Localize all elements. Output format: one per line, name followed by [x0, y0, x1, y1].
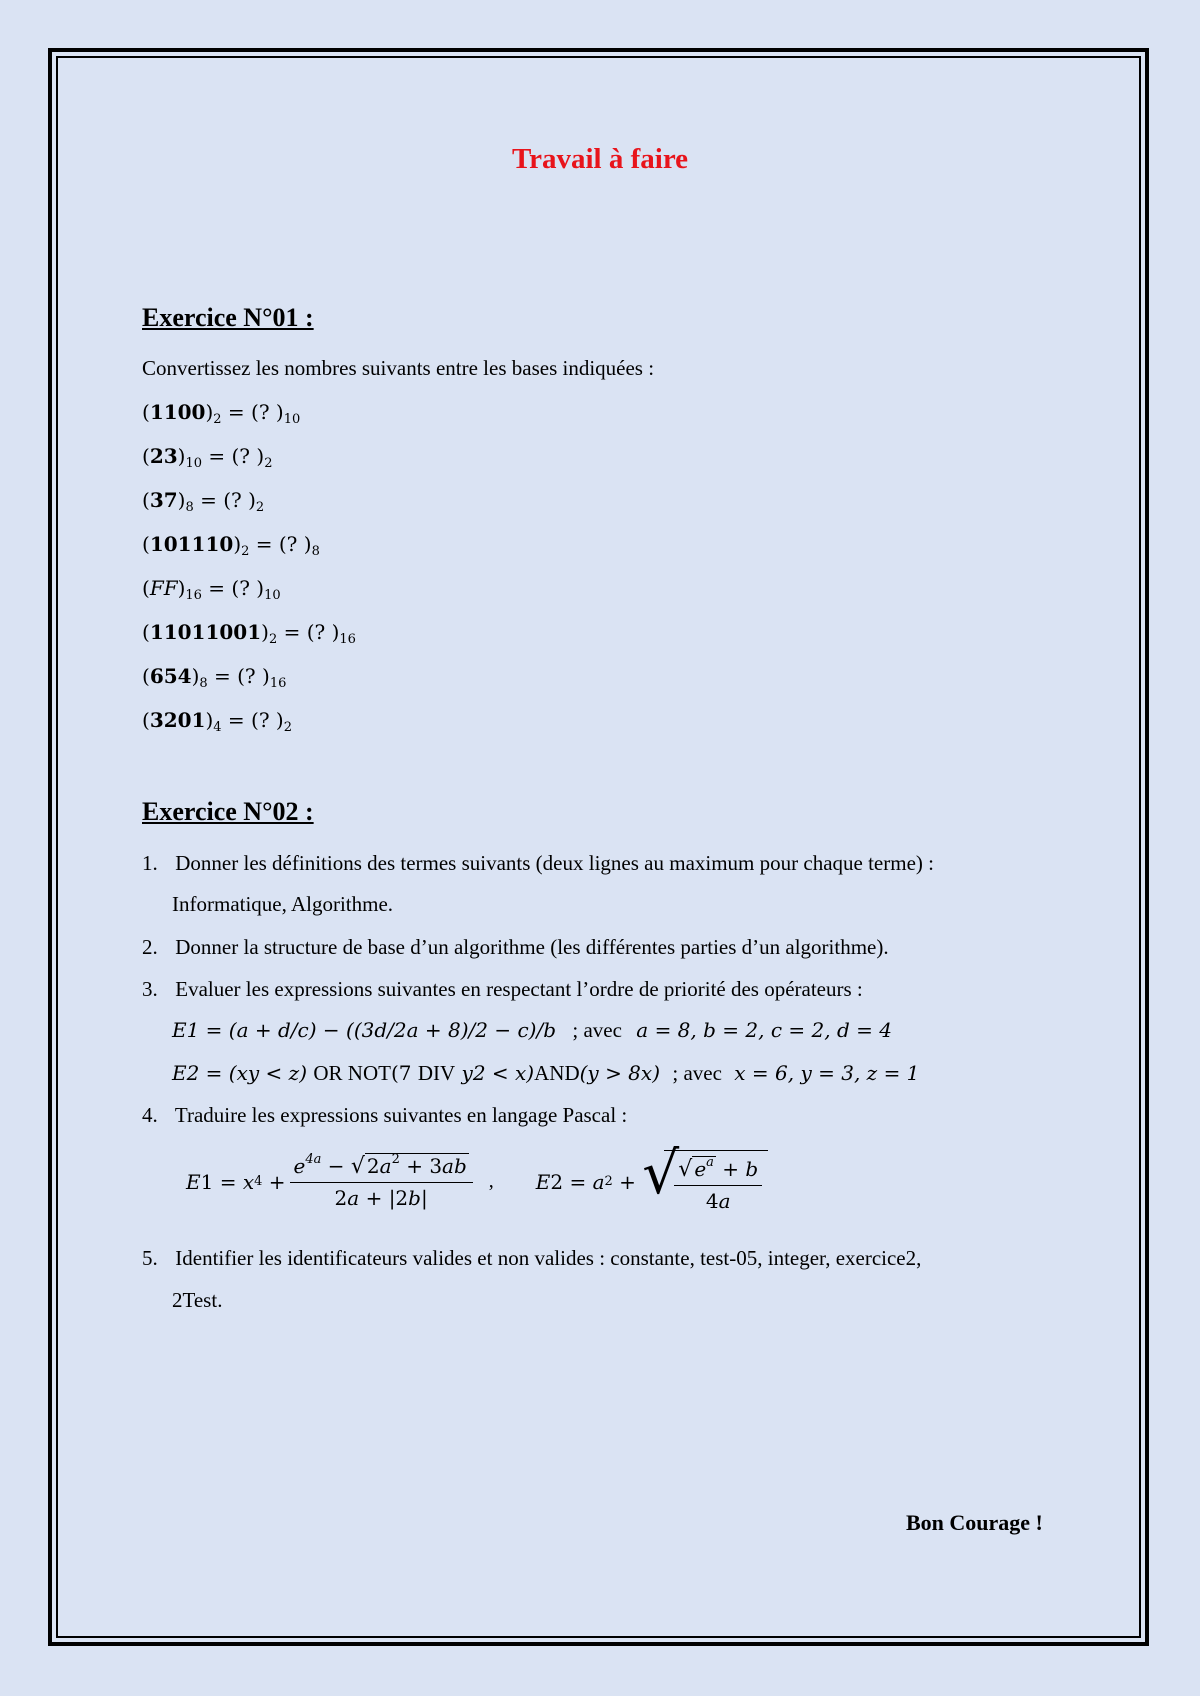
source-base: 2: [241, 544, 250, 559]
expression-e2-values: x = 6, y = 3, z = 1: [734, 1061, 920, 1085]
question-3-text: Evaluer les expressions suivantes en respectant l’ordre de priorité des opérateurs :: [175, 977, 863, 1001]
formula-e2: E 2 = a 2 + √ $\frac{√ e^a + b}{4a}$: [536, 1150, 768, 1213]
question-4: [142, 1103, 627, 1128]
source-base: 16: [185, 588, 202, 603]
target-base: 16: [339, 632, 356, 647]
question-number: 2.: [142, 935, 158, 959]
exercise-1-intro: Convertissez les nombres suivants entre les bases indiquées :: [142, 356, 655, 380]
exercise-1-heading: Exercice N°01 :: [142, 303, 314, 332]
target-base: 10: [283, 412, 301, 427]
conversion-item: $(3201)_4$ = (? )$_2$: [142, 708, 293, 735]
expression-e2: [172, 1061, 919, 1086]
conversion-value: 3201: [149, 708, 206, 732]
question-number: 5.: [142, 1246, 158, 1270]
expression-e2-separator: ; avec: [672, 1061, 722, 1085]
radical-e2: √ $\frac{√ e^a + b}{4a}$: [642, 1150, 768, 1213]
conversion-value: 101110: [149, 532, 234, 556]
expression-e1: [172, 1018, 892, 1043]
question-5-continuation: 2Test.: [172, 1288, 223, 1312]
question-5-text: Identifier les identificateurs valides et non valides : constante, test-05, integer, exercice2,: [175, 1246, 922, 1270]
expression-e2-part-c: y2 < x): [461, 1061, 535, 1085]
expression-e2-part-d: (y > 8x): [579, 1061, 660, 1085]
fraction-e1: $\frac{e^{4a} - √ 2a^2 + 3ab}{2a + |2b|}$: [290, 1154, 473, 1210]
conversion-value: 1100: [149, 400, 206, 424]
page-title: Travail à faire: [511, 143, 689, 175]
question-1: [142, 851, 934, 876]
target-base: 8: [311, 544, 320, 559]
target-base: 2: [283, 720, 293, 735]
expression-e2-part-b: (7: [390, 1061, 412, 1085]
exercise-2-heading: Exercice N°02 :: [142, 797, 314, 826]
expression-e1-formula: E1 = (a + d/c) − ((3d/2a + 8)/2 − c)/b: [172, 1018, 557, 1042]
question-number: 1.: [142, 851, 158, 875]
expression-e2-part-a: E2 = (xy < z): [172, 1061, 307, 1085]
conversion-item: $(37)_8$ = (? )$_2$: [142, 488, 265, 515]
source-base: 10: [185, 456, 203, 471]
question-1-terms: Informatique, Algorithme.: [172, 892, 394, 916]
operator-div: DIV: [417, 1061, 456, 1085]
source-base: 2: [213, 412, 222, 427]
source-base: 2: [268, 632, 278, 647]
conversion-item: $(1100)_2$ = (? )$_{10}$: [142, 400, 301, 427]
conversion-value: 37: [149, 488, 178, 512]
conversion-item: $(23)_{10}$ = (? )$_2$: [142, 444, 273, 471]
conversion-value: 654: [149, 664, 192, 688]
question-number: 4.: [142, 1103, 158, 1127]
conversion-item: $(101110)_2$ = (? )$_8$: [142, 532, 320, 559]
question-4-text: Traduire les expressions suivantes en langage Pascal :: [174, 1103, 628, 1127]
conversion-value: 11011001: [149, 620, 262, 644]
operator-or-not: OR NOT: [313, 1061, 391, 1085]
target-base: 16: [269, 676, 287, 691]
formula-separator: ,: [488, 1170, 494, 1192]
conversion-item: $(FF)_{16}$ = (? )$_{10}$: [142, 576, 281, 603]
source-base: 4: [213, 720, 222, 735]
target-base: 10: [264, 588, 281, 603]
conversion-item: $(654)_8$ = (? )$_{16}$: [142, 664, 287, 691]
conversion-item: $(11011001)_2$ = (? )$_{16}$: [142, 620, 356, 647]
operator-and: AND: [534, 1061, 580, 1085]
question-5: [142, 1246, 921, 1271]
source-base: 8: [185, 500, 194, 515]
conversion-value: 23: [149, 444, 178, 468]
question-2: [142, 935, 889, 960]
conversion-value: FF: [149, 576, 178, 600]
expression-e1-separator: ; avec: [572, 1018, 622, 1042]
question-3: [142, 977, 863, 1002]
question-number: 3.: [142, 977, 158, 1001]
expression-e1-values: a = 8, b = 2, c = 2, d = 4: [636, 1018, 892, 1042]
pascal-expressions: [186, 1139, 768, 1213]
closing-text: Bon Courage !: [906, 1510, 1043, 1535]
target-base: 2: [264, 456, 273, 471]
source-base: 8: [199, 676, 208, 691]
question-2-text: Donner la structure de base d’un algorithme (les différentes parties d’un algorithme).: [175, 935, 889, 959]
page-border-inner: [56, 56, 1141, 1638]
question-1-text: Donner les définitions des termes suivants (deux lignes au maximum pour chaque terme) :: [175, 851, 934, 875]
formula-e1: E 1 = x 4 + $\frac{e^{4a} - √ 2a^2 + 3ab}{2a + |2b|}$: [186, 1154, 477, 1210]
target-base: 2: [255, 500, 265, 515]
